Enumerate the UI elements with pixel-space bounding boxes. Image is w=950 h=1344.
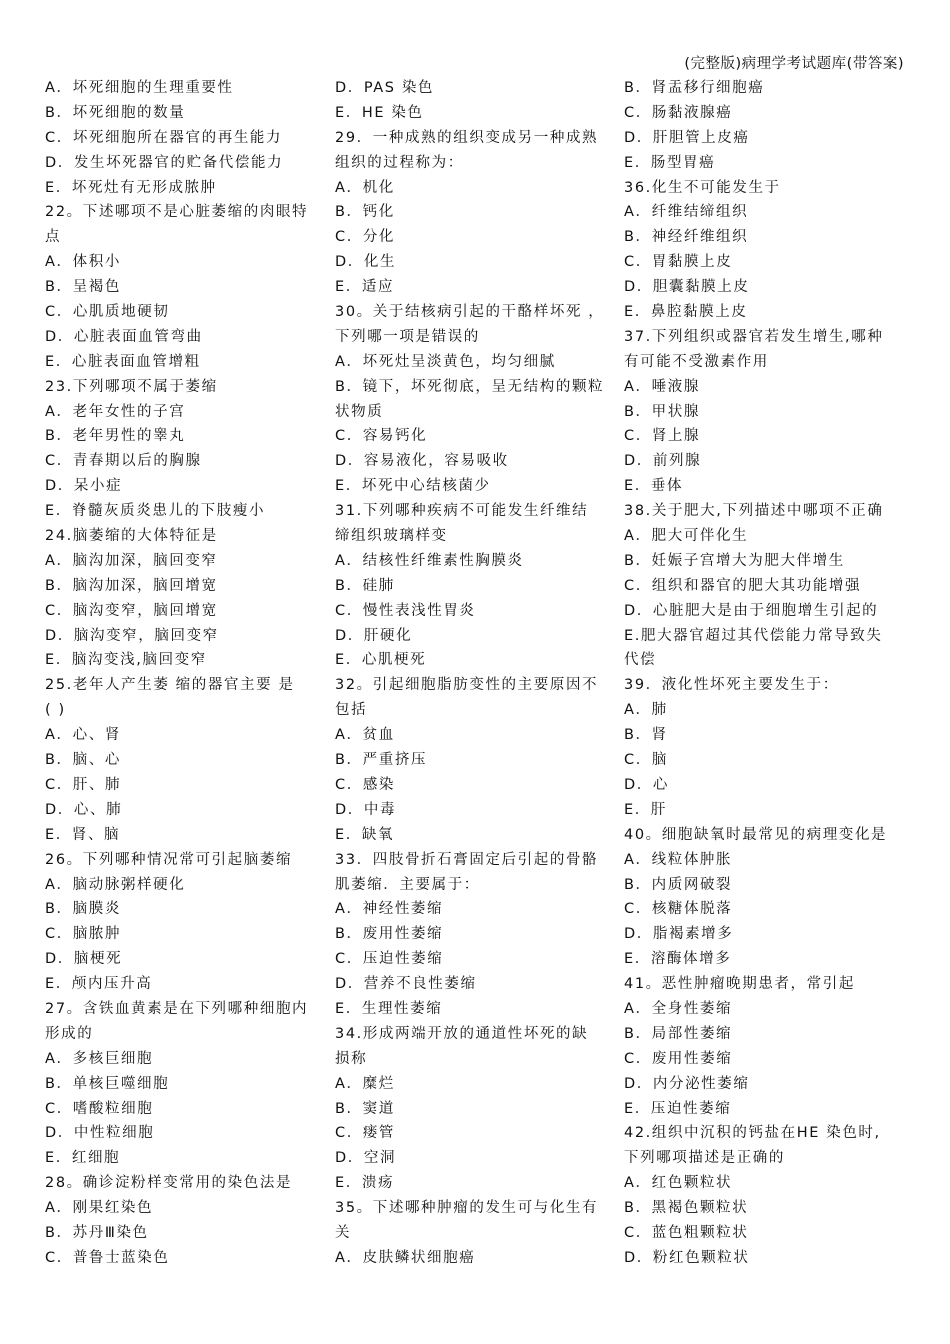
text-line: C．脑沟变窄，脑回增宽 (45, 602, 218, 619)
text-line: B．妊娠子宫增大为肥大伴增生 (624, 552, 845, 569)
text-line: C．分化 (335, 229, 396, 246)
text-line: D．营养不良性萎缩 (335, 976, 477, 993)
text-line: B．窦道 (335, 1100, 395, 1117)
text-line: E．脊髓灰质炎患儿的下肢瘦小 (45, 503, 266, 520)
text-line: E．肠型胃癌 (624, 154, 716, 171)
text-line: D．中毒 (335, 801, 397, 818)
text-line: D．心 (624, 776, 669, 793)
column-right (624, 76, 896, 1271)
text-line: E．垂体 (624, 478, 684, 495)
text-line: E．脑沟变浅,脑回变窄 (45, 652, 207, 669)
text-line: 组织的过程称为： (335, 154, 464, 171)
text-line: D．心脏表面血管弯曲 (45, 328, 203, 345)
text-line: 34.形成两端开放的通道性坏死的缺 (335, 1025, 589, 1042)
text-line: 30。关于结核病引起的干酪样坏死 ， (335, 304, 605, 321)
text-line: E．适应 (335, 279, 395, 296)
text-line: B．黑褐色颗粒状 (624, 1200, 749, 1217)
text-line: E．坏死中心结核菌少 (335, 478, 491, 495)
text-line: B．神经纤维组织 (624, 229, 749, 246)
text-line: C．心肌质地硬韧 (45, 304, 170, 321)
text-line: 37.下列组织或器官若发生增生,哪种 (624, 328, 884, 345)
text-line: 关 (335, 1224, 352, 1241)
text-line: 22。下述哪项不是心脏萎缩的肉眼特 (45, 204, 309, 221)
text-line: E．心脏表面血管增粗 (45, 353, 201, 370)
text-line: A．刚果红染色 (45, 1200, 154, 1217)
text-line: E．溶酶体增多 (624, 951, 732, 968)
text-line: C．青春期以后的胸腺 (45, 453, 202, 470)
text-line: C．脑脓肿 (45, 926, 122, 943)
text-line: D．肝胆管上皮癌 (624, 129, 750, 146)
text-line: D．呆小症 (45, 478, 123, 495)
text-line: A．体积小 (45, 254, 121, 271)
text-line: 肌萎缩．主要属于： (335, 876, 480, 893)
text-line: D．PAS 染色 (335, 80, 435, 96)
text-line: 31.下列哪种疾病不可能发生纤维结 (335, 503, 589, 520)
text-line: A．老年女性的子宫 (45, 403, 186, 420)
text-line: 25.老年人产生萎 缩的器官主要 是 (45, 677, 295, 694)
text-line: E．压迫性萎缩 (624, 1100, 732, 1117)
text-line: 形成的 (45, 1025, 94, 1042)
text-line: 代偿 (624, 652, 657, 669)
text-line: E．心肌梗死 (335, 652, 427, 669)
text-line: A．纤维结缔组织 (624, 204, 749, 221)
text-line: E．HE 染色 (335, 104, 424, 121)
text-line: E．坏死灶有无形成脓肿 (45, 179, 217, 196)
text-line: A．脑沟加深，脑回变窄 (45, 552, 218, 569)
text-line: A．肥大可伴化生 (624, 528, 749, 545)
text-line: E．鼻腔黏膜上皮 (624, 304, 748, 321)
text-line: C．瘘管 (335, 1125, 396, 1142)
text-line: E．颅内压升高 (45, 976, 153, 993)
column-middle (335, 76, 607, 1271)
text-line: B．局部性萎缩 (624, 1025, 733, 1042)
text-line: E．肝 (624, 801, 667, 818)
text-line: 29．一种成熟的组织变成另一种成熟 (335, 129, 599, 146)
text-line: 损称 (335, 1050, 368, 1067)
text-line: A．肺 (624, 702, 668, 719)
text-line: 38.关于肥大,下列描述中哪项不正确 (624, 503, 884, 520)
text-line: D．空洞 (335, 1150, 397, 1167)
text-line: 33．四肢骨折石膏固定后引起的骨骼 (335, 851, 599, 868)
text-line: B．老年男性的睾丸 (45, 428, 186, 445)
text-line: B．废用性萎缩 (335, 926, 444, 943)
text-line: D．中性粒细胞 (45, 1125, 155, 1142)
text-line: 39．液化性坏死主要发生于： (624, 677, 839, 694)
text-line: C．废用性萎缩 (624, 1050, 733, 1067)
text-line: A．唾液腺 (624, 378, 700, 395)
text-line: C．肠黏液腺癌 (624, 104, 733, 121)
text-line: E．红细胞 (45, 1150, 121, 1167)
text-line: E．缺氧 (335, 826, 395, 843)
text-line: A．皮肤鳞状细胞癌 (335, 1249, 476, 1266)
text-line: D．胆囊黏膜上皮 (624, 279, 750, 296)
text-line: A．红色颗粒状 (624, 1175, 733, 1192)
text-line: 26。下列哪种情况常可引起脑萎缩 (45, 851, 293, 868)
text-line: B．呈褐色 (45, 279, 121, 296)
text-line: D．前列腺 (624, 453, 702, 470)
text-line: 42.组织中沉积的钙盐在HE 染色时, (624, 1125, 881, 1142)
text-line: B．肾盂移行细胞癌 (624, 80, 765, 96)
text-line: 状物质 (335, 403, 384, 420)
text-line: C．肾上腺 (624, 428, 701, 445)
text-line: E．生理性萎缩 (335, 1000, 443, 1017)
text-line: C．感染 (335, 776, 396, 793)
text-line: E．肾、脑 (45, 826, 121, 843)
text-line: C．容易钙化 (335, 428, 428, 445)
text-line: A．线粒体肿胀 (624, 851, 733, 868)
text-line: B．钙化 (335, 204, 395, 221)
text-line: B．镜下，坏死彻底，呈无结构的颗粒 (335, 378, 605, 395)
text-line: B．坏死细胞的数量 (45, 104, 186, 121)
text-line: A．结核性纤维素性胸膜炎 (335, 552, 524, 569)
text-line: A．脑动脉粥样硬化 (45, 876, 186, 893)
text-line: D．心、肺 (45, 801, 123, 818)
text-line: D．容易液化，容易吸收 (335, 453, 509, 470)
text-line: 41。恶性肿瘤晚期患者，常引起 (624, 976, 855, 993)
text-line: C．蓝色粗颗粒状 (624, 1224, 749, 1241)
text-line: B．苏丹Ⅲ染色 (45, 1224, 149, 1241)
text-line: E．溃疡 (335, 1175, 395, 1192)
text-line: 36.化生不可能发生于 (624, 179, 781, 196)
text-line: B．硅肺 (335, 577, 395, 594)
text-line: 32。引起细胞脂肪变性的主要原因不 (335, 677, 599, 694)
text-line: 35。下述哪种肿瘤的发生可与化生有 (335, 1200, 599, 1217)
text-line: 24.脑萎缩的大体特征是 (45, 528, 218, 545)
text-line: 23.下列哪项不属于萎缩 (45, 378, 218, 395)
text-line: B．脑、心 (45, 752, 121, 769)
text-line: A．神经性萎缩 (335, 901, 444, 918)
text-line: A．心、肾 (45, 727, 121, 744)
text-line: A．坏死灶呈淡黄色，均匀细腻 (335, 353, 556, 370)
text-line: D．内分泌性萎缩 (624, 1075, 750, 1092)
text-line: D．脑梗死 (45, 951, 123, 968)
text-line: C．肝、肺 (45, 776, 122, 793)
text-line: A．机化 (335, 179, 395, 196)
text-line: 有可能不受激素作用 (624, 353, 769, 370)
text-line: E.肥大器官超过其代偿能力常导致失 (624, 627, 883, 644)
text-line: 28。确诊淀粉样变常用的染色法是 (45, 1175, 293, 1192)
text-line: 下列哪一项是错误的 (335, 328, 480, 345)
text-line: B．甲状腺 (624, 403, 700, 420)
text-line: D．脂褐素增多 (624, 926, 734, 943)
text-line: 点 (45, 229, 62, 246)
text-line: D．肝硬化 (335, 627, 413, 644)
text-line: B．单核巨噬细胞 (45, 1075, 170, 1092)
text-line: D．粉红色颗粒状 (624, 1249, 750, 1266)
text-line: B．肾 (624, 727, 668, 744)
text-line: 缔组织玻璃样变 (335, 528, 448, 545)
text-line: B．脑膜炎 (45, 901, 121, 918)
text-line: A．全身性萎缩 (624, 1000, 733, 1017)
text-line: C．组织和器官的肥大其功能增强 (624, 577, 862, 594)
text-line: D．化生 (335, 254, 397, 271)
text-line: ( ) (45, 702, 66, 719)
text-line: A．坏死细胞的生理重要性 (45, 80, 234, 96)
text-line: B．脑沟加深，脑回增宽 (45, 577, 218, 594)
text-line: C．普鲁士蓝染色 (45, 1249, 170, 1266)
text-line: 40。细胞缺氧时最常见的病理变化是 (624, 826, 888, 843)
text-line: D．发生坏死器官的贮备代偿能力 (45, 154, 284, 171)
text-line: C．胃黏膜上皮 (624, 254, 733, 271)
text-line: C．压迫性萎缩 (335, 951, 444, 968)
text-line: 包括 (335, 702, 368, 719)
text-line: A．糜烂 (335, 1075, 395, 1092)
text-line: C．慢性表浅性胃炎 (335, 602, 476, 619)
text-line: D．心脏肥大是由于细胞增生引起的 (624, 602, 879, 619)
page-header: (完整版)病理学考试题库(带答案) (684, 56, 904, 72)
text-line: A．贫血 (335, 727, 395, 744)
text-line: 下列哪项描述是正确的 (624, 1150, 785, 1167)
text-line: 27。含铁血黄素是在下列哪种细胞内 (45, 1000, 309, 1017)
text-line: B．严重挤压 (335, 752, 428, 769)
text-line: D．脑沟变窄，脑回变窄 (45, 627, 219, 644)
text-line: B．内质网破裂 (624, 876, 733, 893)
text-line: C．核糖体脱落 (624, 901, 733, 918)
text-line: C．脑 (624, 752, 668, 769)
text-line: C．坏死细胞所在器官的再生能力 (45, 129, 283, 146)
text-line: A．多核巨细胞 (45, 1050, 154, 1067)
text-line: C．嗜酸粒细胞 (45, 1100, 154, 1117)
column-left (45, 76, 317, 1271)
